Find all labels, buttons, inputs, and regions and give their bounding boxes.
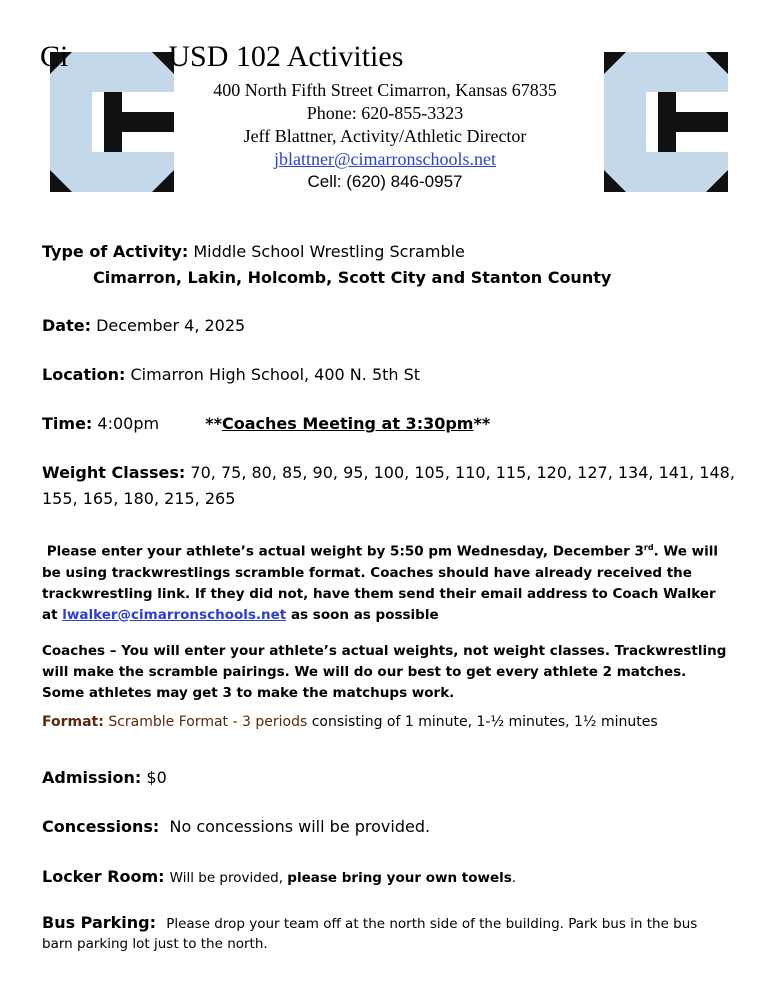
format-value: Scramble Format - 3 periods: [108, 714, 308, 730]
location-row: [42, 365, 420, 384]
time-label: Time:: [42, 414, 93, 433]
admission-label: Admission:: [42, 768, 142, 787]
date-value: December 4, 2025: [96, 316, 246, 335]
time-value: 4:00pm: [97, 414, 160, 433]
location-value: Cimarron High School, 400 N. 5th St: [130, 365, 421, 384]
weight-entry-notice: Please enter your athlete’s actual weight by 5:50 pm Wednesday, December 3rd. We will be using trackwrestlings scramble format. Coaches should have already received the trackwrestling link. If they did not, have them send their email address to Coach Walker at lwalker@cimarronschools.net as soon as possible: [42, 543, 719, 623]
activity-value: Middle School Wrestling Scramble: [193, 242, 465, 261]
time-row: [42, 414, 490, 433]
format-rest: consisting of 1 minute, 1-½ minutes, 1½ minutes: [307, 714, 658, 730]
bus-parking-row: [42, 913, 697, 932]
coaches-meeting: **Coaches Meeting at 3:30pm**: [205, 414, 491, 433]
concessions-row: [42, 817, 430, 836]
locker-room-label: Locker Room:: [42, 867, 165, 886]
header-cell: Cell: (620) 846-0957: [307, 172, 463, 191]
admission-value: $0: [146, 768, 167, 787]
locker-room-value: Will be provided,: [169, 870, 288, 886]
header-email-row: [170, 149, 600, 170]
cimarron-c-logo-right: [604, 52, 728, 192]
locker-room-row: Locker Room: Will be provided, please bring your own towels.: [42, 867, 517, 886]
activity-teams: Cimarron, Lakin, Holcomb, Scott City and Stanton County: [93, 268, 612, 287]
format-row: [42, 714, 658, 730]
header-address: 400 North Fifth Street Cimarron, Kansas 67835: [213, 80, 557, 100]
coaches-notice: Coaches – You will enter your athlete’s actual weights, not weight classes. Trackwrestling will make the scramble pairings. We will do our best to get every athlete 2 matches. Some athletes may get 3 to make the matchups work.: [42, 643, 727, 701]
coach-walker-email-link[interactable]: lwalker@cimarronschools.net: [62, 606, 287, 623]
activity-row: [42, 242, 465, 261]
locker-room-towels: please bring your own towels: [287, 870, 512, 886]
weights-line2: 155, 165, 180, 215, 265: [42, 489, 236, 508]
weights-row: [42, 463, 735, 482]
header-phone: Phone: 620-855-3323: [306, 103, 464, 123]
weights-line1: 70, 75, 80, 85, 90, 95, 100, 105, 110, 115, 120, 127, 134, 141, 148,: [190, 463, 735, 482]
bus-parking-line2: barn parking lot just to the north.: [42, 936, 268, 952]
header-email-link[interactable]: jblattner@cimarronschools.net: [273, 149, 496, 169]
activity-label: Type of Activity:: [42, 242, 189, 261]
header-director: Jeff Blattner, Activity/Athletic Director: [243, 126, 527, 146]
header-title: [40, 40, 403, 74]
weights-label: Weight Classes:: [42, 463, 186, 482]
format-label: Format:: [42, 714, 104, 730]
bus-parking-line1: Please drop your team off at the north side of the building. Park bus in the bus: [166, 916, 698, 932]
bus-parking-label: Bus Parking:: [42, 913, 157, 932]
concessions-label: Concessions:: [42, 817, 160, 836]
header-title-overlap: Ci: [40, 40, 69, 73]
header-title-main: USD 102 Activities: [168, 40, 404, 73]
admission-row: [42, 768, 167, 787]
date-row: [42, 316, 245, 335]
concessions-value: No concessions will be provided.: [169, 817, 431, 836]
location-label: Location:: [42, 365, 126, 384]
date-label: Date:: [42, 316, 91, 335]
